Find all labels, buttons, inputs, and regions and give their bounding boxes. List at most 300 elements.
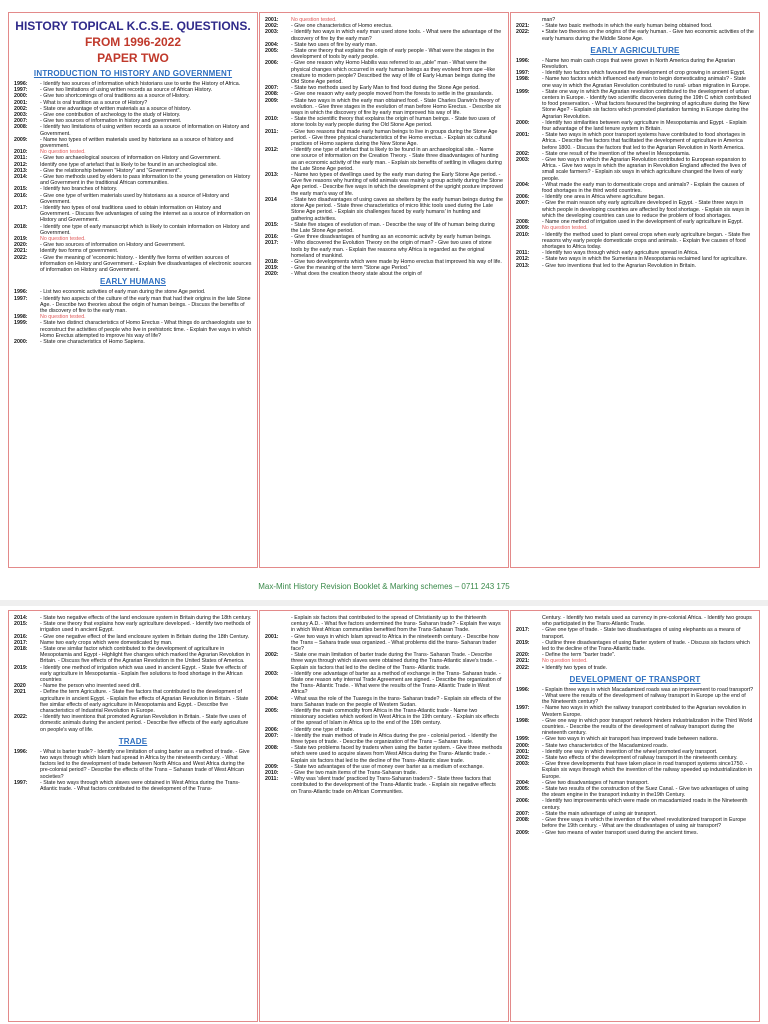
question-entry <box>265 652 503 671</box>
entry-text: - State one theory that explains how early agriculture developed. - Identify two methods of irrigation used in ancient Egypt. <box>40 621 251 634</box>
entry-text: - Give two archaeological sources of information on History and Government. <box>40 155 221 162</box>
question-entry <box>265 98 503 117</box>
entry-text: - State two ways in which poor transport systems have contributed to food shortages in Africa. - Describe five factors that facilitated the development of agriculture in America before 1800. - Discuss the factors that led to the Agrarian Revolution in North America. <box>542 132 746 151</box>
question-entry <box>516 798 754 810</box>
page1-column-3 <box>510 12 760 568</box>
entry-year: 2019: <box>14 236 28 243</box>
entry-year: 1997: <box>516 705 530 712</box>
question-list <box>14 69 252 345</box>
entry-text: - Identify two factors which favoured the development of crop growing in ancient Egypt. <box>542 70 746 77</box>
entry-year: 2017: <box>14 639 28 646</box>
entry-text: - Give two disadvantages of human transport. <box>542 779 649 786</box>
entry-year: 2006: <box>516 798 530 805</box>
question-entry <box>265 222 503 234</box>
entry-text: - Give one contribution of archeology to the study of History. <box>40 112 181 119</box>
entry-year: 2011: <box>265 128 279 135</box>
question-entry <box>265 48 503 60</box>
question-entry <box>516 640 754 652</box>
entry-text: • State two theories on the origins of the early human. - Give two economic activities of the early humans during the Middle Stone Age. <box>542 29 754 42</box>
entry-year: 2021 <box>14 689 26 696</box>
question-entry <box>14 174 252 186</box>
entry-text: - Identify one way in which invention of the wheel promoted early transport. <box>542 748 718 755</box>
entry-year: 2008: <box>265 745 279 752</box>
entry-year: 2003: <box>265 670 279 677</box>
entry-year: 2000: <box>14 338 28 345</box>
entry-year: 2019: <box>14 664 28 671</box>
question-entry <box>14 665 252 684</box>
document-title: HISTORY TOPICAL K.C.S.E. QUESTIONS. <box>15 19 251 33</box>
entry-text: Century. - Identify two metals used as currency in pre-colonial Africa. - Identify two groups who participated in the Trans-Atlantic Trade. <box>542 615 752 628</box>
entry-year: 1997: <box>14 295 28 302</box>
entry-text: - Identify the method used to plant cereal crops when early agriculture began. - State five reasons why early people domesticate crops and animals. - Explain five causes of food shortages to Africa today. <box>542 231 751 250</box>
entry-text: • Identify two types of trade. <box>542 664 608 671</box>
page2-column-3 <box>510 610 760 1022</box>
entry-year: 2012: <box>14 161 28 168</box>
entry-year: 2021: <box>516 23 530 30</box>
entry-text: - Give two ways in which air transport has improved trade between nations. <box>542 736 719 743</box>
entry-year: 1996: <box>516 57 530 64</box>
page-footer: Max-Mint History Revision Booklet & Marking schemes – 0711 243 175 <box>258 582 510 591</box>
question-entry <box>265 708 503 727</box>
document-paper: PAPER TWO <box>97 51 169 65</box>
entry-text: - Explain three ways in which Macadamized roads was an improvement to road transport? - What were the results of the development of railway transport in Europe up the end of the Nineteenth century? <box>542 686 754 706</box>
entry-year: 2010: <box>516 231 530 238</box>
entry-year: 2003: <box>516 157 530 164</box>
entry-text: - Give two inventions that led to the Agrarian Revolution in Britain. <box>542 262 696 269</box>
entry-text: - Give two limitations of using written records as source of African History. <box>40 87 213 94</box>
entry-year: 2008: <box>516 219 530 226</box>
entry-text: - State the scientific theory that explains the origin of human beings. - State two uses of stone tools by early people during the Old Stone Age period. <box>291 116 496 129</box>
entry-year: 2016: <box>14 192 28 199</box>
entry-text: - List two economic activities of early man during the stone Age period. <box>40 289 206 296</box>
entry-text: - Give the main reason why early agriculture developed in Egypt. - State three ways in which people in developing countries are affected by food shortage. - Explain six ways in which the developing countries can use to reduce the problem of food shortages. <box>542 200 750 219</box>
question-entry <box>516 665 754 671</box>
question-entry <box>265 60 503 85</box>
page-two <box>0 606 768 1024</box>
question-entry <box>14 320 252 339</box>
entry-text: - Give two means of water transport used during the ancient times. <box>542 829 699 836</box>
entry-text: - Name two main cash crops that were grown in North America during the Agrarian Revolution. <box>542 57 736 71</box>
entry-year: 2007: <box>265 85 279 92</box>
question-entry <box>14 621 252 633</box>
entry-year: 2005: <box>516 786 530 793</box>
entry-text: - What does the creation theory state about the origin of <box>291 271 422 278</box>
entry-year: 2010: <box>14 149 28 156</box>
entry-text: - State one advantage of written materials as a source of history. <box>40 105 191 112</box>
entry-text: - Why was 'silent trade' practiced by Trans-Saharan traders? - State three factors that contributed to the development of the Trans-Atlantic trade. - Explain six negative effects on Trans-Atlantic trade on African Communities. <box>291 776 496 795</box>
question-list <box>516 17 754 269</box>
entry-text: - Identify two inventions that promoted Agrarian Revolution in Britain. - State five uses of domestic animals during the ancient period. - Describe five effects of the early agriculture on people's way of life. <box>40 714 249 733</box>
entry-text: - Give the relationship between "History" and "Government". <box>40 167 181 174</box>
entry-text: - State two uses of fire by early man. <box>291 41 377 48</box>
entry-year: 2022: <box>14 714 28 721</box>
entry-text: - State one characteristics of Homo Sapiens. <box>40 338 145 345</box>
entry-text: - State two negative effects of the land enclosure system in Britain during the 18th century. <box>40 615 252 621</box>
entry-text: Identify two forms of government. <box>40 248 119 255</box>
entry-year: 2001: <box>14 99 28 106</box>
entry-year: 2002: <box>516 755 530 762</box>
question-entry <box>516 830 754 836</box>
question-entry <box>265 172 503 197</box>
entry-year: 2022: <box>516 29 530 36</box>
entry-text: man? <box>542 17 556 23</box>
question-entry <box>265 240 503 259</box>
entry-text: - Give two reasons that made early human beings to live in groups during the Stone Age period. - Give three physical characteristics of the Homo erectus. - Explain six cultural practices of Homo sapiens during the New Stone Age. <box>291 128 498 148</box>
entry-year: 2000: <box>14 93 28 100</box>
entry-text: - Identify one area in Africa where agriculture began. <box>542 194 665 201</box>
entry-text: - State two distinct characteristics of Homo Erectus - What things do archaeologists use to reconstruct the activities of people who live in prehistoric time. - Explain five ways in which Homo Erectus attempted to improve his way of life? <box>40 320 252 339</box>
entry-year: 2013: <box>14 167 28 174</box>
question-entry <box>516 182 754 194</box>
entry-year <box>516 615 542 627</box>
entry-year: 2008: <box>516 817 530 824</box>
entry-text: - State two ways in which the early man obtained food. - State Charles Darwin's theory of evolution. - Give three stages in the evolution of man before Homo Erectus. - Describe six ways in which the discovery of fire by early man improved his way of life. <box>291 97 502 117</box>
entry-year: 2001: <box>516 748 530 755</box>
question-entry <box>14 255 252 274</box>
entry-text: - Name one method of irrigation used in the development of early agriculture in Egypt. <box>542 219 743 226</box>
document-years: FROM 1996-2022 <box>84 35 182 49</box>
entry-text: - What was the role of the Tuaregs in the trans- Saharan trade? - Explain six effects of the trans Saharan trade on the people of Western Sudan. <box>291 695 502 708</box>
question-entry <box>516 761 754 780</box>
entry-year: 2016: <box>265 234 279 241</box>
entry-text: - What is barter trade? - Identify one limitation of using barter as a method of trade. - Give two ways through which Islam had spread in Africa by the nineteenth century. - What factors led to the development of trade between North Africa and West Africa during the pre-colonial period? - Describe the effects of the Trans – Saharan trade of West African societies? <box>40 748 250 780</box>
entry-year: 2004: <box>516 779 530 786</box>
entry-year: 2007: <box>516 200 530 207</box>
entry-text: - State two methods used by Early Man to find food during the Stone Age period. <box>291 85 480 92</box>
entry-year: 2022: <box>516 664 530 671</box>
entry-year: 1997: <box>14 87 28 94</box>
entry-year: 1998: <box>516 717 530 724</box>
entry-year: 2014: <box>14 615 28 621</box>
entry-year: 1999: <box>516 88 530 95</box>
entry-year: 2002: <box>516 150 530 157</box>
entry-year: 2005: <box>265 48 279 55</box>
question-list <box>14 615 252 792</box>
entry-year: 2006: <box>265 726 279 733</box>
entry-year: 2007: <box>265 732 279 739</box>
section-heading: TRADE <box>118 736 148 746</box>
question-entry <box>265 147 503 172</box>
entry-text: - State one similar factor which contributed to the development of agriculture in Mesopotamia and Egypt - Highlight five changes which marked the Agrarian Revolution in Britain. - Discuss five effects of the Agrarian Revolution in the United States of America. <box>40 646 250 665</box>
entry-text: - Name two types of written materials used by historians as a source of history and government. <box>40 136 234 150</box>
entry-text: - Name two ways in which the railway transport contributed to the Agrarian revolution in Western Europe. <box>542 705 747 718</box>
page1-column-1 <box>8 12 258 568</box>
entry-text: - Identify two limitations of using written records as a source of information on History and Government. <box>40 124 250 137</box>
entry-text: - Identify two ways in which early man used stone tools. - What were the advantage of the discovery of fire by the early man? <box>291 29 502 42</box>
entry-year: 1996: <box>14 289 28 296</box>
entry-year: 2012: <box>265 147 279 154</box>
question-entry <box>516 263 754 269</box>
question-entry <box>516 687 754 706</box>
entry-year: 1997: <box>516 70 530 77</box>
entry-year: 1997: <box>14 779 28 786</box>
entry-year: 2018: <box>265 258 279 265</box>
entry-text: - Give the meaning of 'economic history. - Identify five forms of written sources of information on History and Government. - Explain five disadvantages of electronic sources of information on History and Government. <box>40 254 252 274</box>
entry-text: - State two effects of the development of railway transport in the nineteenth century. <box>542 755 738 762</box>
entry-year: 2006: <box>265 60 279 67</box>
entry-text: - State two ways in which the Sumerians in Mesopotamia reclaimed land for agriculture. <box>542 256 748 263</box>
question-entry <box>516 786 754 798</box>
entry-year: 2002: <box>14 105 28 112</box>
entry-text: - Give one characteristics of Homo erectus. <box>291 23 393 30</box>
entry-year: 2020 <box>14 683 26 690</box>
entry-text: - Name the person who invented seed drill. <box>40 683 141 690</box>
entry-year: 2005: <box>265 708 279 715</box>
question-entry <box>14 224 252 236</box>
entry-year: 2015: <box>14 186 28 193</box>
question-entry <box>516 627 754 639</box>
entry-year: 2017: <box>516 627 530 634</box>
question-entry <box>516 817 754 829</box>
entry-text: - Give two methods used by elders to pass information to the young generation on History and Government in the traditional African communities. <box>40 174 251 187</box>
section-heading: DEVELOPMENT OF TRANSPORT <box>569 674 701 684</box>
page2-column-1 <box>8 610 258 1022</box>
entry-year: 2002: <box>265 652 279 659</box>
entry-year: 2022: <box>14 254 28 261</box>
entry-year: 2007: <box>516 810 530 817</box>
entry-text: - Identify two improvements which were made on macadamized roads in the Nineteenth century. <box>542 798 748 811</box>
entry-year: 2017: <box>14 205 28 212</box>
entry-year: 2003: <box>14 112 28 119</box>
entry-year: 2011: <box>516 250 530 257</box>
entry-year: 2008: <box>14 124 28 131</box>
entry-text: - Identify two sources of information which historians use to write the History of Africa. <box>40 81 241 87</box>
entry-year: 2009: <box>516 829 530 836</box>
entry-text: - State two basic methods in which the early human being obtained food. <box>542 23 713 30</box>
entry-text: Name two early crops which were domesticated by man. <box>40 639 173 646</box>
entry-text: - Give two shortcomings of oral traditions as a source of History. <box>40 93 190 100</box>
entry-year: 2014: <box>14 174 28 181</box>
question-entry <box>265 116 503 128</box>
entry-text: - State one theory that explains the origin of early people - What were the stages in the development of tools by early people. <box>291 48 495 61</box>
entry-text: - Give the two main items of the Trans-Saharan trade. <box>291 770 418 777</box>
question-entry <box>516 157 754 182</box>
entry-text: No question tested. <box>291 17 337 23</box>
entry-text: - Give two ways in which the Agrarian Revolution contributed to European expansion to Africa. - Give two ways in which the agrarian in Revolution England affected the lives of small scale farmers? - Explain six ways in which agriculture changed the lives of early people. <box>542 157 747 182</box>
entry-text: - Give one way in which poor transport network hinders industrialization in the Third World countries. - Describe the results of the development of railway transport during the nineteenth century. <box>542 717 753 737</box>
entry-year: 2000: <box>516 742 530 749</box>
entry-year: 2021: <box>14 248 28 255</box>
entry-year: 2015: <box>14 621 28 628</box>
question-entry <box>14 124 252 136</box>
entry-year: 2010: <box>265 116 279 123</box>
entry-year: 2011: <box>265 776 279 783</box>
page2-column-2 <box>259 610 509 1022</box>
entry-year: 2009: <box>265 763 279 770</box>
question-entry <box>14 749 252 780</box>
entry-text: - Give two developments which were made by Homo erectus that improved his way of life. <box>291 258 502 265</box>
entry-year: 1999: <box>14 320 28 327</box>
entry-text: - Give one type of trade. - State two disadvantages of using elephants as a means of transport. <box>542 627 741 640</box>
entry-text: No question tested. <box>40 236 86 243</box>
entry-year: 2012: <box>516 256 530 263</box>
entry-year: 1996: <box>14 748 28 755</box>
entry-year: 2016: <box>14 633 28 640</box>
question-entry <box>14 339 252 345</box>
entry-text: - Define the term "barter trade". <box>542 652 616 659</box>
question-entry <box>14 296 252 315</box>
entry-text: No question tested. <box>40 149 86 156</box>
question-entry <box>14 714 252 733</box>
entry-year <box>265 615 291 634</box>
question-entry <box>14 137 252 149</box>
entry-text: - Give three ways in which the invention of the wheel revolutionized transport in Europe before the 19th century. - What are the disadvantages of using air transport? <box>542 817 747 830</box>
entry-text: - Give one reason why Homo Habilis was referred to as „able" man - What were the physical changes which occurred in early human beings as they evolved from ape –like creature to modern people? Described the way of life of Early Human beings during the Old Stone Age period. <box>291 60 496 86</box>
question-entry <box>14 193 252 205</box>
entry-year: 2020: <box>14 242 28 249</box>
entry-year: 2001: <box>265 17 279 23</box>
entry-year: 2021: <box>516 658 530 665</box>
question-entry <box>265 745 503 764</box>
entry-text: - State two advantages of the use of money over barter as a medium of exchange. <box>291 763 484 770</box>
entry-year: 2010: <box>265 770 279 777</box>
entry-year: 2001: <box>265 633 279 640</box>
question-entry <box>14 689 252 714</box>
entry-text: - Identify two types of oral traditions used to obtain information on History and Government. - Discuss five advantages of using the internet as a source of information on History and Government. <box>40 205 251 224</box>
question-entry <box>265 197 503 222</box>
entry-text: - State two characteristics of the Macadamized roads. <box>542 742 669 749</box>
entry-year: 2020: <box>516 652 530 659</box>
question-entry <box>265 733 503 745</box>
question-entry <box>516 705 754 717</box>
question-entry <box>516 200 754 219</box>
entry-year: 1996: <box>516 686 530 693</box>
question-entry <box>516 76 754 88</box>
entry-year: 2001: <box>516 132 530 139</box>
question-entry <box>265 634 503 653</box>
entry-text: - State two ways through which slaves were obtained in West Africa during the Trans- Atlantic trade. - What factors contributed to the development of the Trans- <box>40 779 240 793</box>
entry-year: 1998: <box>516 76 530 83</box>
entry-text: - Outline three disadvantages of using Barter system of trade. - Discuss six factors which led to the decline of the Trans-Atlantic trade. <box>542 639 750 653</box>
entry-text: - Identify one advantage of barter as a method of exchange in the Trans- Saharan trade. - State one reason why internal Trade Agreement are signed. - Describe the organization of the Trans- Atlantic Trade. - What were the results of the Trans- Atlantic Trade in West Africa? <box>291 670 502 696</box>
entry-text: - What made the early man to domesticate crops and animals? - Explain the causes of food shortages in the third world countries. <box>542 181 745 195</box>
entry-text: - Identify two similarities between early agriculture in Mesopotamia and Egypt. - Explain four advantage of the land tenure system in Britain. <box>542 119 747 133</box>
question-list <box>265 615 503 795</box>
entry-text: No question tested. <box>40 314 86 321</box>
question-entry <box>265 671 503 696</box>
entry-text: - State two results of the construction of the Suez Canal. - Give two advantages of using the steam engine in the transport industry in the19th Century. <box>542 786 749 799</box>
question-entry <box>14 205 252 224</box>
entry-year: 2002: <box>265 23 279 30</box>
question-entry <box>265 129 503 148</box>
section-heading: EARLY AGRICULTURE <box>590 45 680 55</box>
entry-year: 2000: <box>516 119 530 126</box>
entry-text: - Give two sources of information in history and government. <box>40 118 182 125</box>
question-entry <box>516 58 754 70</box>
entry-year: 2004: <box>516 181 530 188</box>
entry-text: - State one main limitation of barter trade during the Trans- Saharan Trade. - Describe three ways through which slaves were obtained during the Trans-Atlantic slave's trade. - Explain six factors that led to the decline of the Trans- Atlantic trade. <box>291 652 497 671</box>
entry-text: - Who discovered the Evolution Theory on the origin of man? - Give two uses of stone tools by the early man. - Explain five reasons why Africa is regarded as the original homeland of mankind. <box>291 240 492 259</box>
entry-text: - Identify the main method of trade in Africa during the pre - colonial period. - Identify the three types of trade. - Describe the organization of the Trans – Saharan trade. <box>291 732 498 746</box>
entry-year: 2004: <box>265 695 279 702</box>
question-entry <box>516 120 754 132</box>
question-entry <box>516 29 754 41</box>
entry-year: 2007: <box>14 118 28 125</box>
entry-text: No question tested. <box>542 658 588 665</box>
entry-year: 2008: <box>265 91 279 98</box>
question-list <box>265 17 503 278</box>
question-entry <box>14 646 252 665</box>
entry-text: - Identify two branches of history. <box>40 186 118 193</box>
question-entry <box>265 776 503 795</box>
entry-text: - Identify one method of irrigation which was used in ancient Egypt. - State five effects of early agriculture in Mesopotamia - Explain five solutions to food shortage in the African countries <box>40 664 247 684</box>
entry-year: 2019: <box>516 639 530 646</box>
entry-text: - Give three developments that have taken place in road transport systems since1750. - Explain six ways through which the invention of the railway speeded up industrialization in Europe. <box>542 761 753 780</box>
entry-text: - State two problems faced by traders when using the barter system. - Give three methods which were used to acquire slaves from West Africa during the Trans- Atlantic trade. - Explain six factors that led to the decline of the Trans- Atlantic slave trade. <box>291 745 503 764</box>
entry-text: - State two disadvantages of using caves as shelters by the early human beings during the stone Age period. - State three characteristics of micro lithic tools used during the Late Stone Age period. - Explain six challenges faced by early humans' in hunting and gathering activities. <box>291 196 503 222</box>
question-entry <box>14 780 252 792</box>
entry-year: 1996: <box>14 81 28 87</box>
entry-year: 2003: <box>516 761 530 768</box>
question-entry <box>516 89 754 120</box>
entry-text: - Give two ways in which Islam spread to Africa in the nineteenth century. - Describe how the Trans – Sahara trade was organized. - What problems did the trans- Saharan trader face? <box>291 633 499 653</box>
question-entry <box>265 615 503 634</box>
question-entry <box>265 696 503 708</box>
entry-text: - State one result of the invention of the wheel in Mesopotamia. <box>542 150 691 157</box>
entry-text: - Give one type of written materials used by historians as a source of History and Government. <box>40 192 230 205</box>
entry-year: 2014 <box>265 196 277 203</box>
entry-text: - Give one reason why early people moved from the forests to settle in the grasslands. <box>291 91 493 98</box>
entry-text: No question tested. <box>542 225 588 232</box>
entry-text: - Give two sources of information on History and Government. <box>40 242 186 249</box>
entry-year: 2019: <box>265 265 279 272</box>
entry-year: 2003: <box>265 29 279 36</box>
entry-year: 2020: <box>265 271 279 278</box>
entry-text: - State one way in which the Agrarian revolution contributed to the development of urban centers in Europe. - Identify two scientific discoveries during the 19th C which contributed to food preservation. - What factors favoured the beginning of agriculture during the New Stone Age? - Explain six factors which promoted plantation farming in Europe during the Agrarian Revolution. <box>542 88 752 120</box>
question-list <box>516 615 754 836</box>
entry-year: 2009: <box>516 225 530 232</box>
entry-text: - What is oral tradition as a source of History? <box>40 99 148 106</box>
question-entry <box>516 232 754 251</box>
question-entry <box>265 29 503 41</box>
entry-year: 2013: <box>516 262 530 269</box>
section-heading: INTRODUCTION TO HISTORY AND GOVERNMENT <box>33 69 233 78</box>
page1-column-2 <box>259 12 509 568</box>
entry-year: 2017: <box>265 240 279 247</box>
entry-text: - Identify the main commodity from Africa in the Trans-Atlantic trade - Name two missionary societies which worked in West Africa in the 19th century. - Explain six effects of the spread of Islam in Africa up to the end of the 19th century. <box>291 708 499 727</box>
entry-text: - Identify one type of trade. <box>291 726 355 733</box>
entry-text: Identify one type of artefact that is likely to be found in an archeological site. <box>40 161 218 168</box>
question-entry <box>516 132 754 151</box>
entry-text: - Give the meaning of the term "Stone age Period." <box>291 265 411 272</box>
question-entry <box>265 271 503 277</box>
entry-year: 2018: <box>14 646 28 653</box>
entry-text: - Give three disadvantages of hunting as an economic activity by early human beings. <box>291 234 492 241</box>
entry-year: 2011: <box>14 155 28 162</box>
entry-text: - Define the term Agriculture. - State five factors that contributed to the development of agriculture in ancient Egypt. - Explain five effects of Agrarian Revolution in Britain. - State five similar effects of early agriculture in Mesopotamia and Egypt. - Describe five characteristics of Industrial Revolution in Europe. <box>40 689 249 715</box>
entry-text: - Identify two aspects of the culture of the early man that had their origins in the late Stone Age. - Describe two theories about the origin of human beings. - Discuss the benefits of the discovery of fire to the early man. <box>40 295 251 314</box>
entry-text: - State five stages of evolution of man. - Describe the way of life of human being during the Late Stone Age period. <box>291 221 495 234</box>
entry-year: 2004: <box>265 41 279 48</box>
question-entry <box>516 615 754 627</box>
entry-text: - State the main advantage of using air transport. <box>542 810 657 817</box>
entry-year: 2009: <box>265 97 279 104</box>
entry-text: - Name two types of dwellings used by the early man during the Early Stone Age period. - Give five reasons why hunting of wild animals was mainly a group activity during the Stone Age period. - Describe five ways in which the development of the upright posture improved the early man's way of life. <box>291 172 503 197</box>
entry-text: - Give one negative effect of the land enclosure system in Britain during the 18th Century. <box>40 633 250 640</box>
entry-year: 1999: <box>516 736 530 743</box>
entry-year: 2018: <box>14 223 28 230</box>
entry-year: 2015: <box>265 221 279 228</box>
question-entry <box>516 718 754 737</box>
entry-text: - Explain six factors that contributed to the spread of Christianity up to the thirteenth century A.D. - What five factors undermined the trans- Saharan trade? - Explain five ways in which West African communities benefited from the Trans-Saharan Trade. <box>291 615 501 634</box>
entry-text: - Identify one type of artefact that is likely to be found in an archaeological site. - Name one source of information on the Creation Theory. - State three disadvantages of hunting as an economic activity of the early man. - Explain six benefits of settling in villages during the Late Stone Age period. <box>291 147 502 172</box>
section-heading: EARLY HUMANS <box>100 277 166 287</box>
entry-year: 2013: <box>265 172 279 179</box>
entry-text: - Identify two ways through which early agriculture spread in Africa. <box>542 250 699 257</box>
entry-year: 2006: <box>516 194 530 201</box>
entry-text: - Identify one type of early manuscript which is likely to contain information on History and Government. <box>40 223 250 236</box>
entry-year: 1998: <box>14 314 28 321</box>
